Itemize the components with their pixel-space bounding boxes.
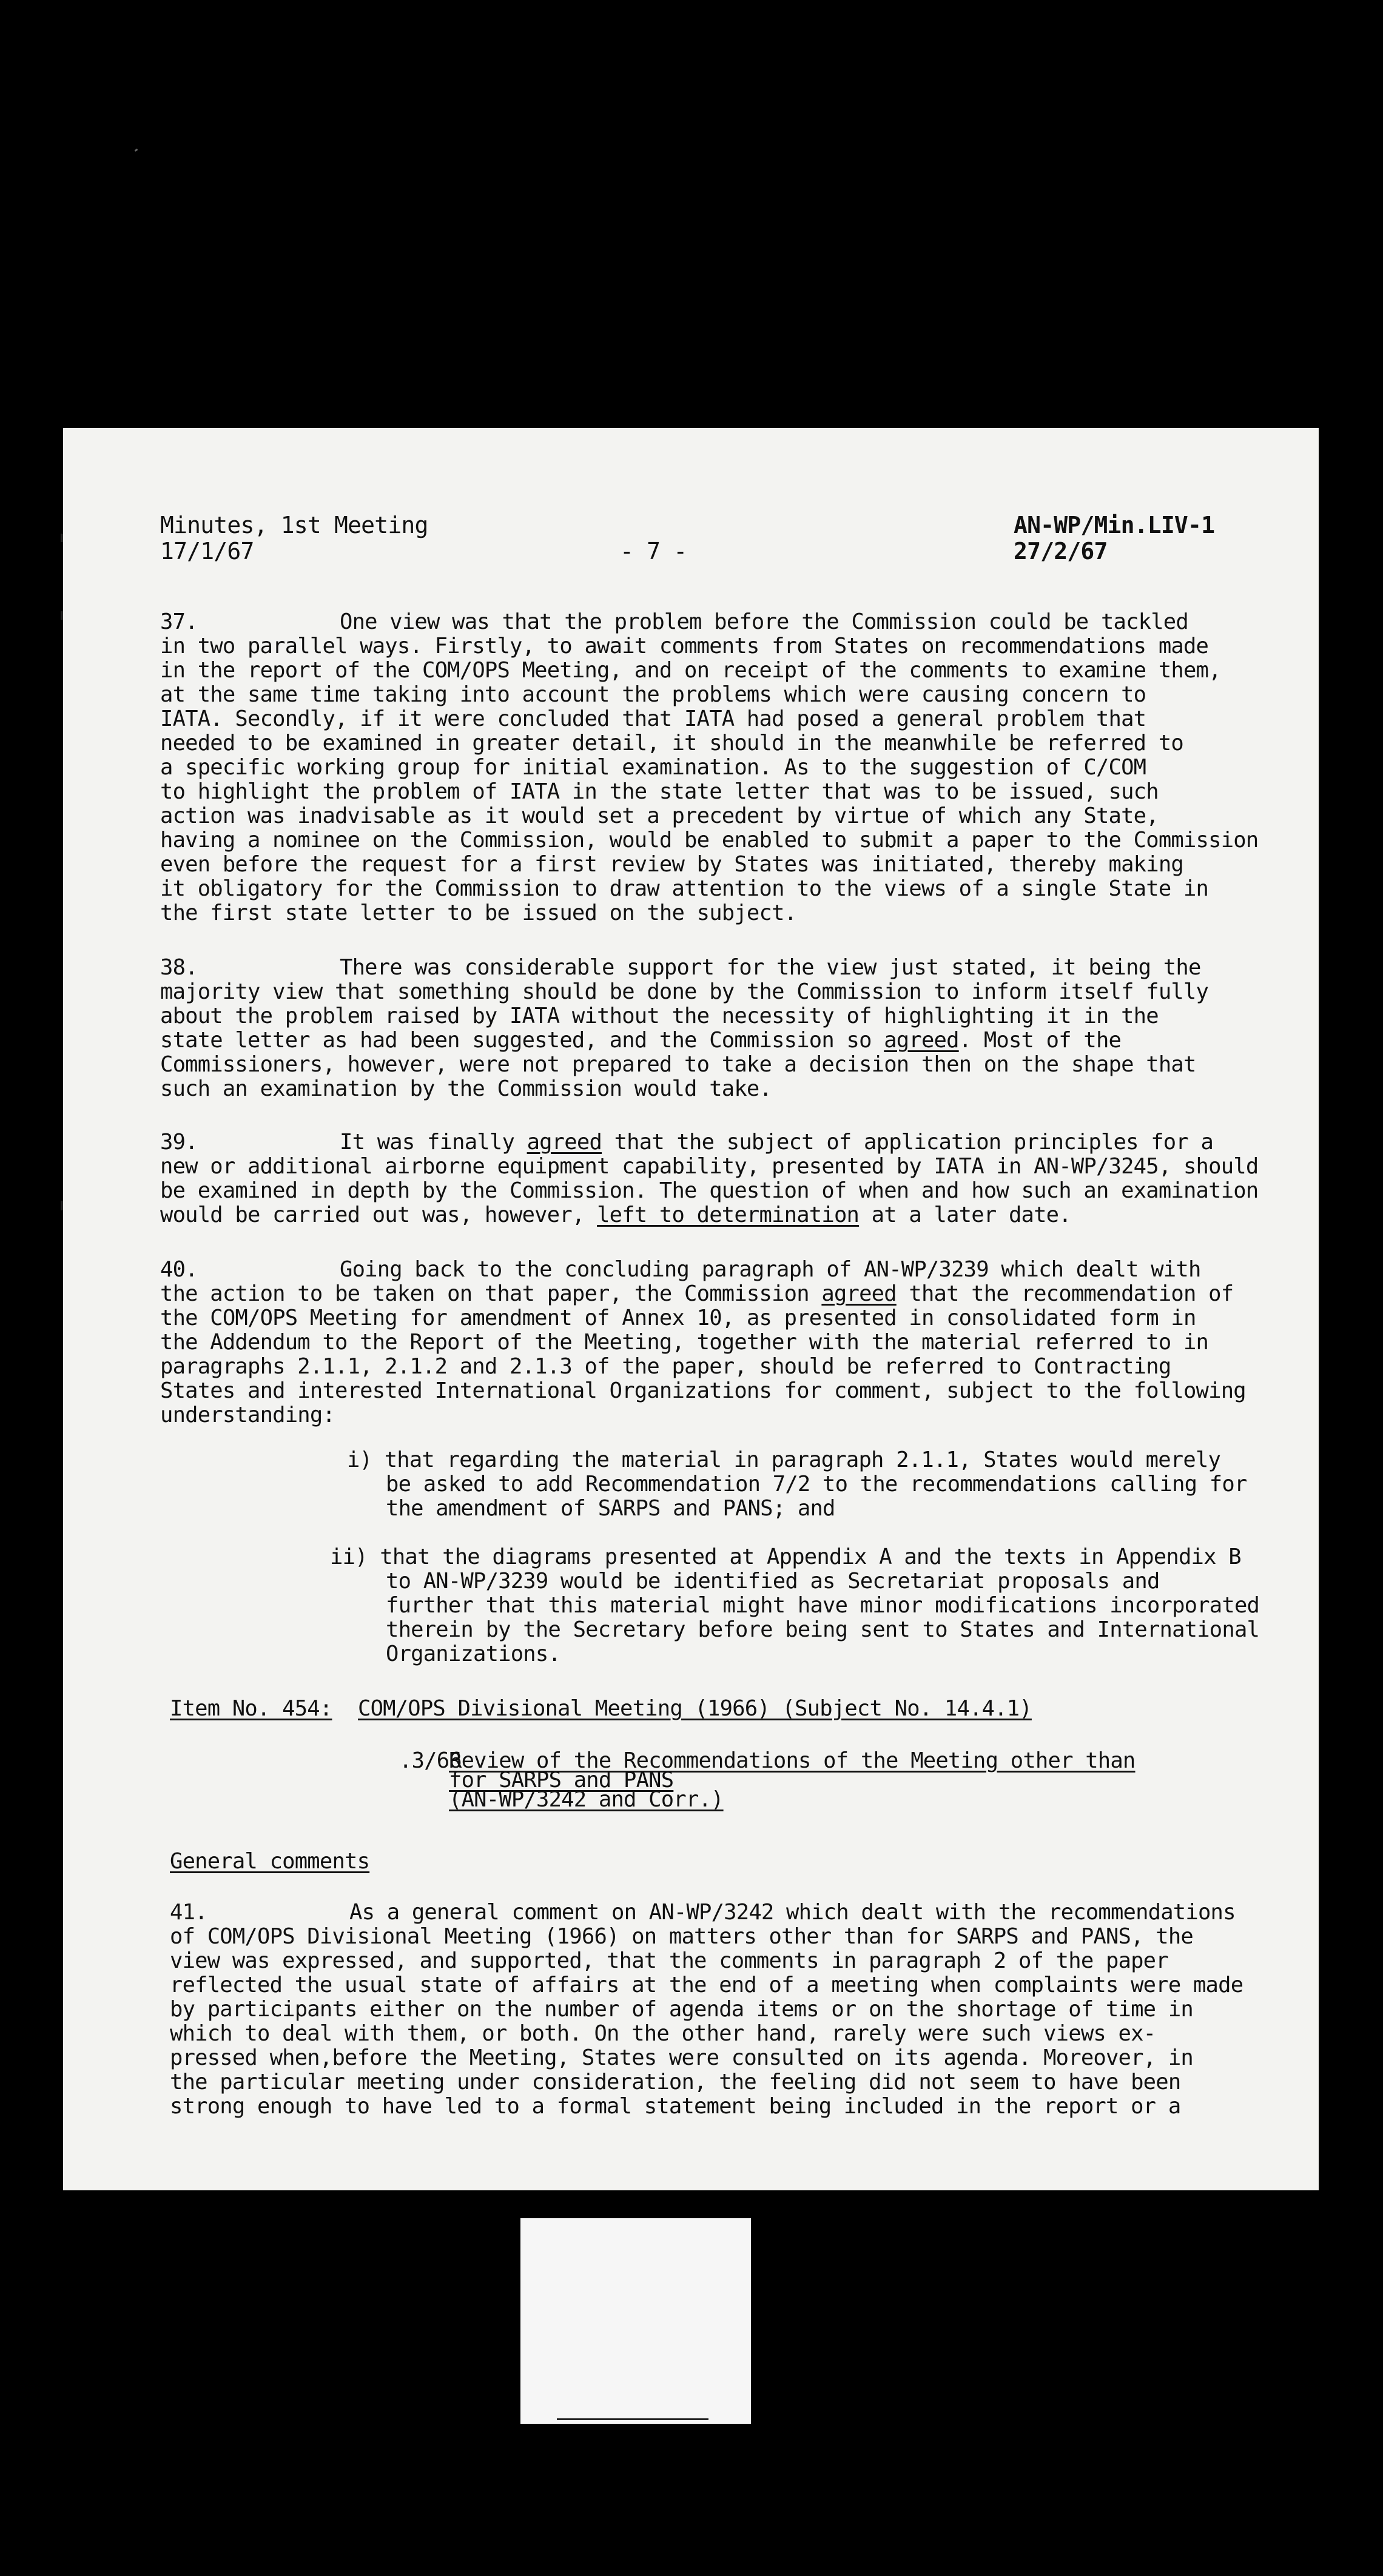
sub-item-title: for SARPS and PANS — [449, 1768, 674, 1793]
para-37-line: having a nominee on the Commission, would be enabled to submit a paper to the Commission — [160, 828, 1259, 853]
text-run: that the recommendation of — [896, 1281, 1234, 1306]
para-38-line: majority view that something should be done by the Commission to inform itself fully — [160, 979, 1209, 1004]
para-39-line: be examined in depth by the Commission. The question of when and how such an examination — [160, 1178, 1259, 1203]
para-38-line: Commissioners, however, were not prepared to take a decision then on the shape that — [160, 1052, 1196, 1077]
para-37-line: in the report of the COM/OPS Meeting, and on receipt of the comments to examine them, — [160, 658, 1221, 683]
item-ii-line: ii) that the diagrams presented at Appendix A and the texts in Appendix B — [330, 1545, 1241, 1569]
para-40-line: the Addendum to the Report of the Meeting, together with the material referred to in — [160, 1330, 1209, 1355]
para-40-line — [160, 1282, 1233, 1306]
item-i-line: i) that regarding the material in paragraph 2.1.1, States would merely — [347, 1447, 1221, 1472]
item-ii-line: Organizations. — [386, 1642, 561, 1666]
para-40-line: the COM/OPS Meeting for amendment of Annex 10, as presented in consolidated form in — [160, 1306, 1196, 1330]
item-title: COM/OPS Divisional Meeting (1966) (Subject No. 14.4.1) — [358, 1696, 1032, 1721]
header-date-left: 17/1/67 — [160, 538, 254, 565]
para-41-line: which to deal with them, or both. On the other hand, rarely were such views ex- — [170, 2021, 1156, 2046]
blank-card — [520, 2218, 751, 2424]
para-38-number: 38. — [160, 955, 198, 980]
item-ii-line: further that this material might have minor modifications incorporated — [386, 1593, 1260, 1618]
para-39-line — [160, 1203, 1071, 1227]
agreed-underlined: agreed — [821, 1281, 897, 1306]
para-41-line: of COM/OPS Divisional Meeting (1966) on matters other than for SARPS and PANS, the — [170, 1924, 1193, 1949]
para-38-line: such an examination by the Commission would take. — [160, 1076, 772, 1101]
item-label: Item No. 454: — [170, 1696, 332, 1721]
text-run: It was finally — [340, 1130, 527, 1155]
para-39-line — [340, 1130, 1213, 1155]
sub-item-number: .3/66 — [399, 1748, 462, 1773]
para-37-line: One view was that the problem before the Commission could be tackled — [340, 609, 1188, 634]
para-38-line: about the problem raised by IATA without the necessity of highlighting it in the — [160, 1004, 1159, 1028]
left-to-determination-underlined: left to determination — [597, 1202, 860, 1227]
para-37-line: needed to be examined in greater detail, it should in the meanwhile be referred to — [160, 731, 1183, 756]
para-41-line: pressed when,before the Meeting, States were consulted on its agenda. Moreover, in — [170, 2045, 1193, 2070]
film-speck — [135, 149, 138, 152]
para-40-number: 40. — [160, 1257, 198, 1282]
para-37-line: the first state letter to be issued on the subject. — [160, 901, 797, 925]
sub-item-title: Review of the Recommendations of the Meeting other than — [449, 1748, 1136, 1773]
para-37-line: a specific working group for initial examination. As to the suggestion of C/COM — [160, 755, 1146, 780]
para-39-number: 39. — [160, 1130, 198, 1155]
para-39-line: new or additional airborne equipment capability, presented by IATA in AN-WP/3245, should — [160, 1154, 1259, 1179]
header-reference: AN-WP/Min.LIV-1 — [1014, 512, 1215, 538]
item-ii-line: to AN-WP/3239 would be identified as Secretariat proposals and — [386, 1569, 1160, 1594]
sub-item-title: (AN-WP/3242 and Corr.) — [449, 1787, 724, 1812]
para-37-line: IATA. Secondly, if it were concluded that IATA had posed a general problem that — [160, 706, 1146, 731]
agreed-underlined: agreed — [884, 1028, 959, 1053]
para-41-line: the particular meeting under consideration, the feeling did not seem to have been — [170, 2070, 1181, 2095]
para-37-line: even before the request for a first review by States was initiated, thereby making — [160, 852, 1183, 877]
header-date-right: 27/2/67 — [1014, 538, 1108, 565]
para-41-line: view was expressed, and supported, that the comments in paragraph 2 of the paper — [170, 1948, 1168, 1973]
para-40-line: paragraphs 2.1.1, 2.1.2 and 2.1.3 of the paper, should be referred to Contracting — [160, 1354, 1171, 1379]
section-heading: General comments — [170, 1849, 370, 1874]
para-41-line: strong enough to have led to a formal statement being included in the report or a — [170, 2094, 1181, 2119]
item-ii-line: therein by the Secretary before being sent to States and International — [386, 1617, 1260, 1642]
text-run: . Most of the — [958, 1028, 1122, 1053]
para-37-line: in two parallel ways. Firstly, to await comments from States on recommendations made — [160, 634, 1209, 659]
para-41-line: As a general comment on AN-WP/3242 which dealt with the recommendations — [349, 1900, 1236, 1925]
para-37-number: 37. — [160, 609, 198, 634]
item-i-line: the amendment of SARPS and PANS; and — [386, 1496, 835, 1521]
para-37-line: action was inadvisable as it would set a precedent by virtue of which any State, — [160, 803, 1159, 828]
para-37-line: to highlight the problem of IATA in the state letter that was to be issued, such — [160, 779, 1159, 804]
para-38-line: There was considerable support for the view just stated, it being the — [340, 955, 1201, 980]
item-i-line: be asked to add Recommendation 7/2 to the recommendations calling for — [386, 1472, 1247, 1497]
para-37-line: it obligatory for the Commission to draw attention to the views of a single State in — [160, 876, 1209, 901]
para-41-number: 41. — [170, 1900, 207, 1925]
para-37-line: at the same time taking into account the problems which were causing concern to — [160, 682, 1146, 707]
para-40-line: understanding: — [160, 1403, 335, 1427]
text-run: state letter as had been suggested, and the Commission so — [160, 1028, 884, 1053]
text-run: that the subject of application principles for a — [602, 1130, 1214, 1155]
agreed-underlined: agreed — [527, 1130, 602, 1155]
header-meeting: Minutes, 1st Meeting — [160, 512, 428, 538]
para-38-line — [160, 1028, 1121, 1053]
para-41-line: by participants either on the number of agenda items or on the shortage of time in — [170, 1997, 1193, 2022]
card-rule — [557, 2418, 708, 2420]
text-run: the action to be taken on that paper, the Commission — [160, 1281, 822, 1306]
text-run: at a later date. — [859, 1202, 1071, 1227]
para-40-line: Going back to the concluding paragraph of AN-WP/3239 which dealt with — [340, 1257, 1201, 1282]
page-number: - 7 - — [620, 538, 687, 565]
text-run: would be carried out was, however, — [160, 1202, 597, 1227]
para-40-line: States and interested International Organizations for comment, subject to the following — [160, 1378, 1246, 1403]
document-page — [63, 428, 1319, 2190]
para-41-line: reflected the usual state of affairs at the end of a meeting when complaints were made — [170, 1973, 1243, 1997]
